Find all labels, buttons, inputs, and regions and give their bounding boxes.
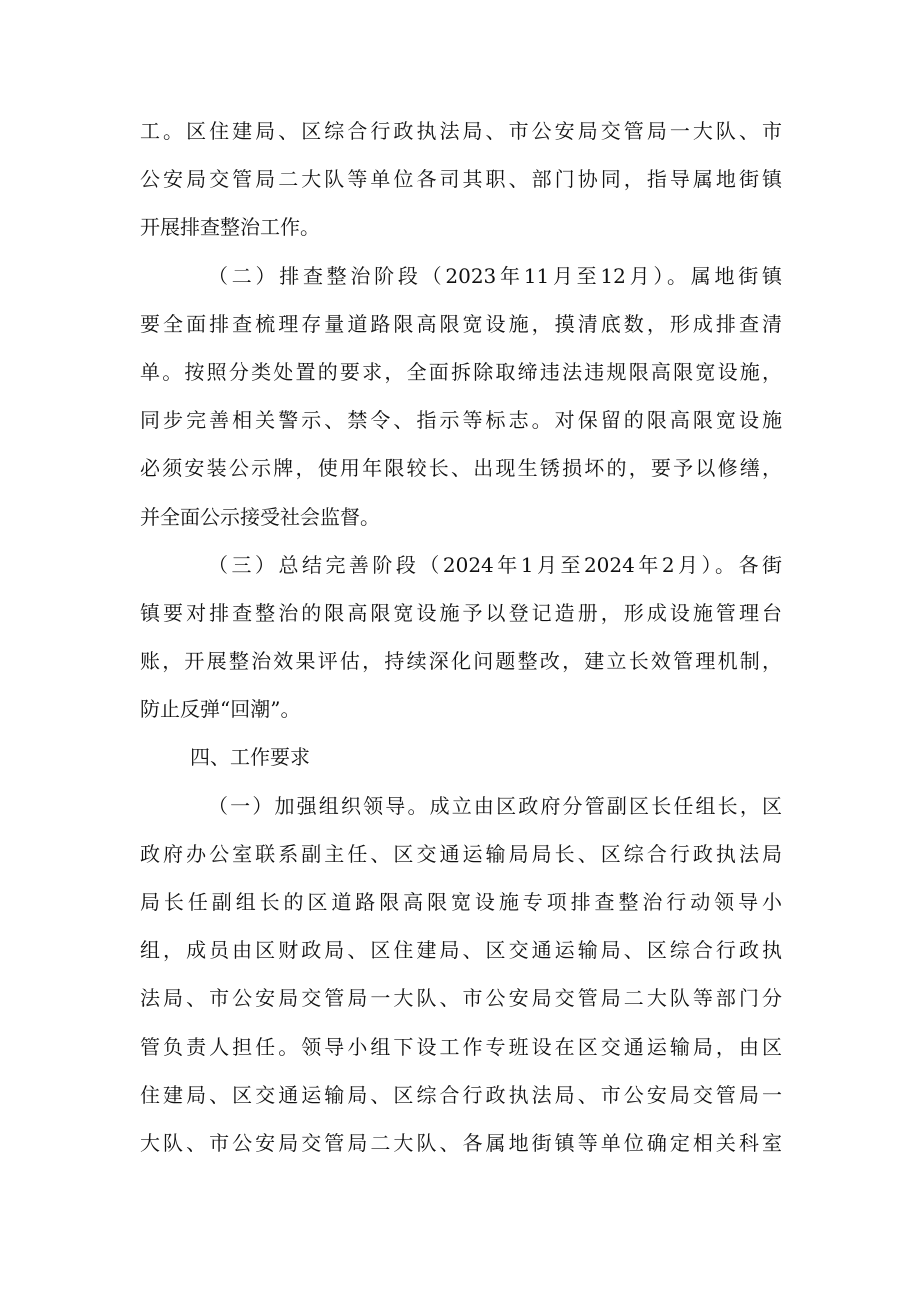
text-line: 公安局交管局二大队等单位各司其职、部门协同，指导属地街镇 <box>140 167 782 192</box>
text-line: （三）总结完善阶段（2024年1月至2024年2月）。各街 <box>208 552 782 577</box>
text-line: 镇要对排查整治的限高限宽设施予以登记造册，形成设施管理台 <box>140 600 782 625</box>
text-line: 开展排查整治工作。 <box>140 215 320 240</box>
text-line: 必须安装公示牌，使用年限较长、出现生锈损坏的，要予以修缮， <box>140 456 782 481</box>
text-line: 政府办公室联系副主任、区交通运输局局长、区综合行政执法局 <box>140 841 782 866</box>
text-line: 住建局、区交通运输局、区综合行政执法局、市公安局交管局一 <box>140 1082 782 1107</box>
text-line: 并全面公示接受社会监督。 <box>140 504 380 529</box>
paragraph <box>140 252 782 541</box>
text-line: 同步完善相关警示、禁令、指示等标志。对保留的限高限宽设施 <box>140 408 782 433</box>
text-line: 组，成员由区财政局、区住建局、区交通运输局、区综合行政执 <box>140 938 782 963</box>
text-line: 大队、市公安局交管局二大队、各属地街镇等单位确定相关科室 <box>140 1130 782 1155</box>
text-line: 管负责人担任。领导小组下设工作专班设在区交通运输局，由区 <box>140 1034 782 1059</box>
paragraph <box>140 782 782 1168</box>
text-line: 防止反弹“回潮”。 <box>140 697 301 722</box>
text-line: （一）加强组织领导。成立由区政府分管副区长任组长，区 <box>208 793 782 818</box>
text-line: 工。区住建局、区综合行政执法局、市公安局交管局一大队、市 <box>140 119 782 143</box>
text-line: 要全面排查梳理存量道路限高限宽设施，摸清底数，形成排查清 <box>140 311 782 336</box>
document-page <box>140 107 782 1167</box>
section-heading <box>140 733 782 781</box>
paragraph <box>140 107 782 252</box>
paragraph <box>140 541 782 734</box>
text-line: 账，开展整治效果评估，持续深化问题整改，建立长效管理机制， <box>140 649 782 674</box>
section-heading-text: 四、工作要求 <box>190 745 310 770</box>
text-line: （二）排查整治阶段（2023年11月至12月）。属地街镇 <box>208 263 782 288</box>
text-line: 局长任副组长的区道路限高限宽设施专项排查整治行动领导小 <box>140 890 782 914</box>
text-line: 单。按照分类处置的要求，全面拆除取缔违法违规限高限宽设施， <box>140 359 782 384</box>
text-line: 法局、市公安局交管局一大队、市公安局交管局二大队等部门分 <box>140 986 782 1011</box>
